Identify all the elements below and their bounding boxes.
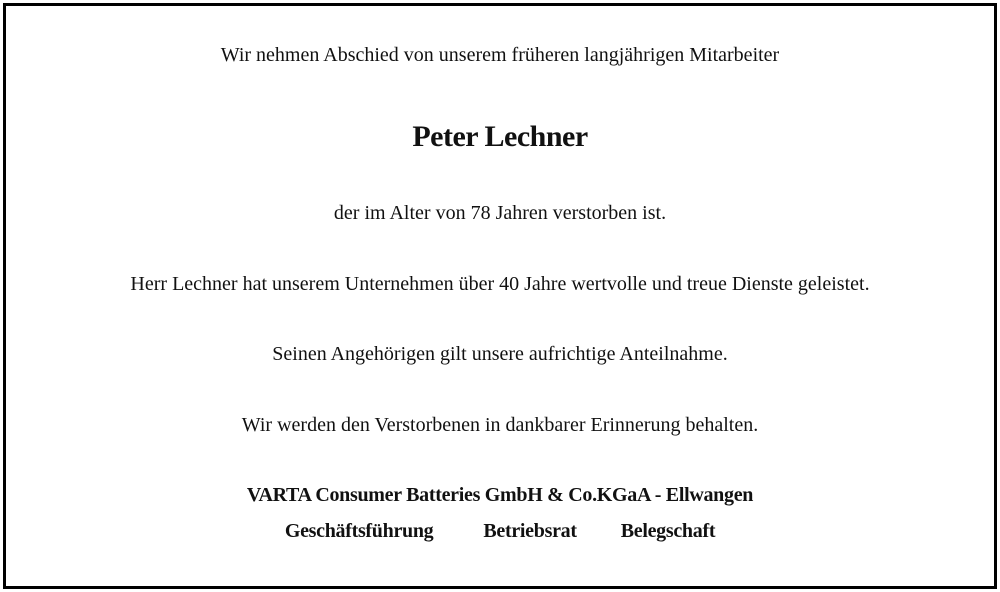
deceased-name: Peter Lechner: [412, 120, 588, 153]
memory-text: Wir werden den Verstorbenen in dankbarer Erinnerung behalten.: [241, 414, 759, 436]
company-name: VARTA Consumer Batteries GmbH & Co.KGaA - Ellwangen: [246, 484, 754, 506]
signer-works-council: Betriebsrat: [483, 520, 577, 542]
service-text: Herr Lechner hat unserem Unternehmen über 40 Jahre wertvolle und treue Dienste geleistet.: [130, 273, 870, 295]
signer-staff: Belegschaft: [620, 520, 716, 542]
condolence-text: Seinen Angehörigen gilt unsere aufrichtige Anteilnahme.: [272, 343, 728, 365]
intro-text: Wir nehmen Abschied von unserem früheren langjährigen Mitarbeiter: [220, 44, 780, 66]
age-text: der im Alter von 78 Jahren verstorben ist.: [333, 202, 667, 224]
signers-row: [0, 520, 1000, 543]
signer-management: Geschäftsführung: [284, 520, 434, 542]
